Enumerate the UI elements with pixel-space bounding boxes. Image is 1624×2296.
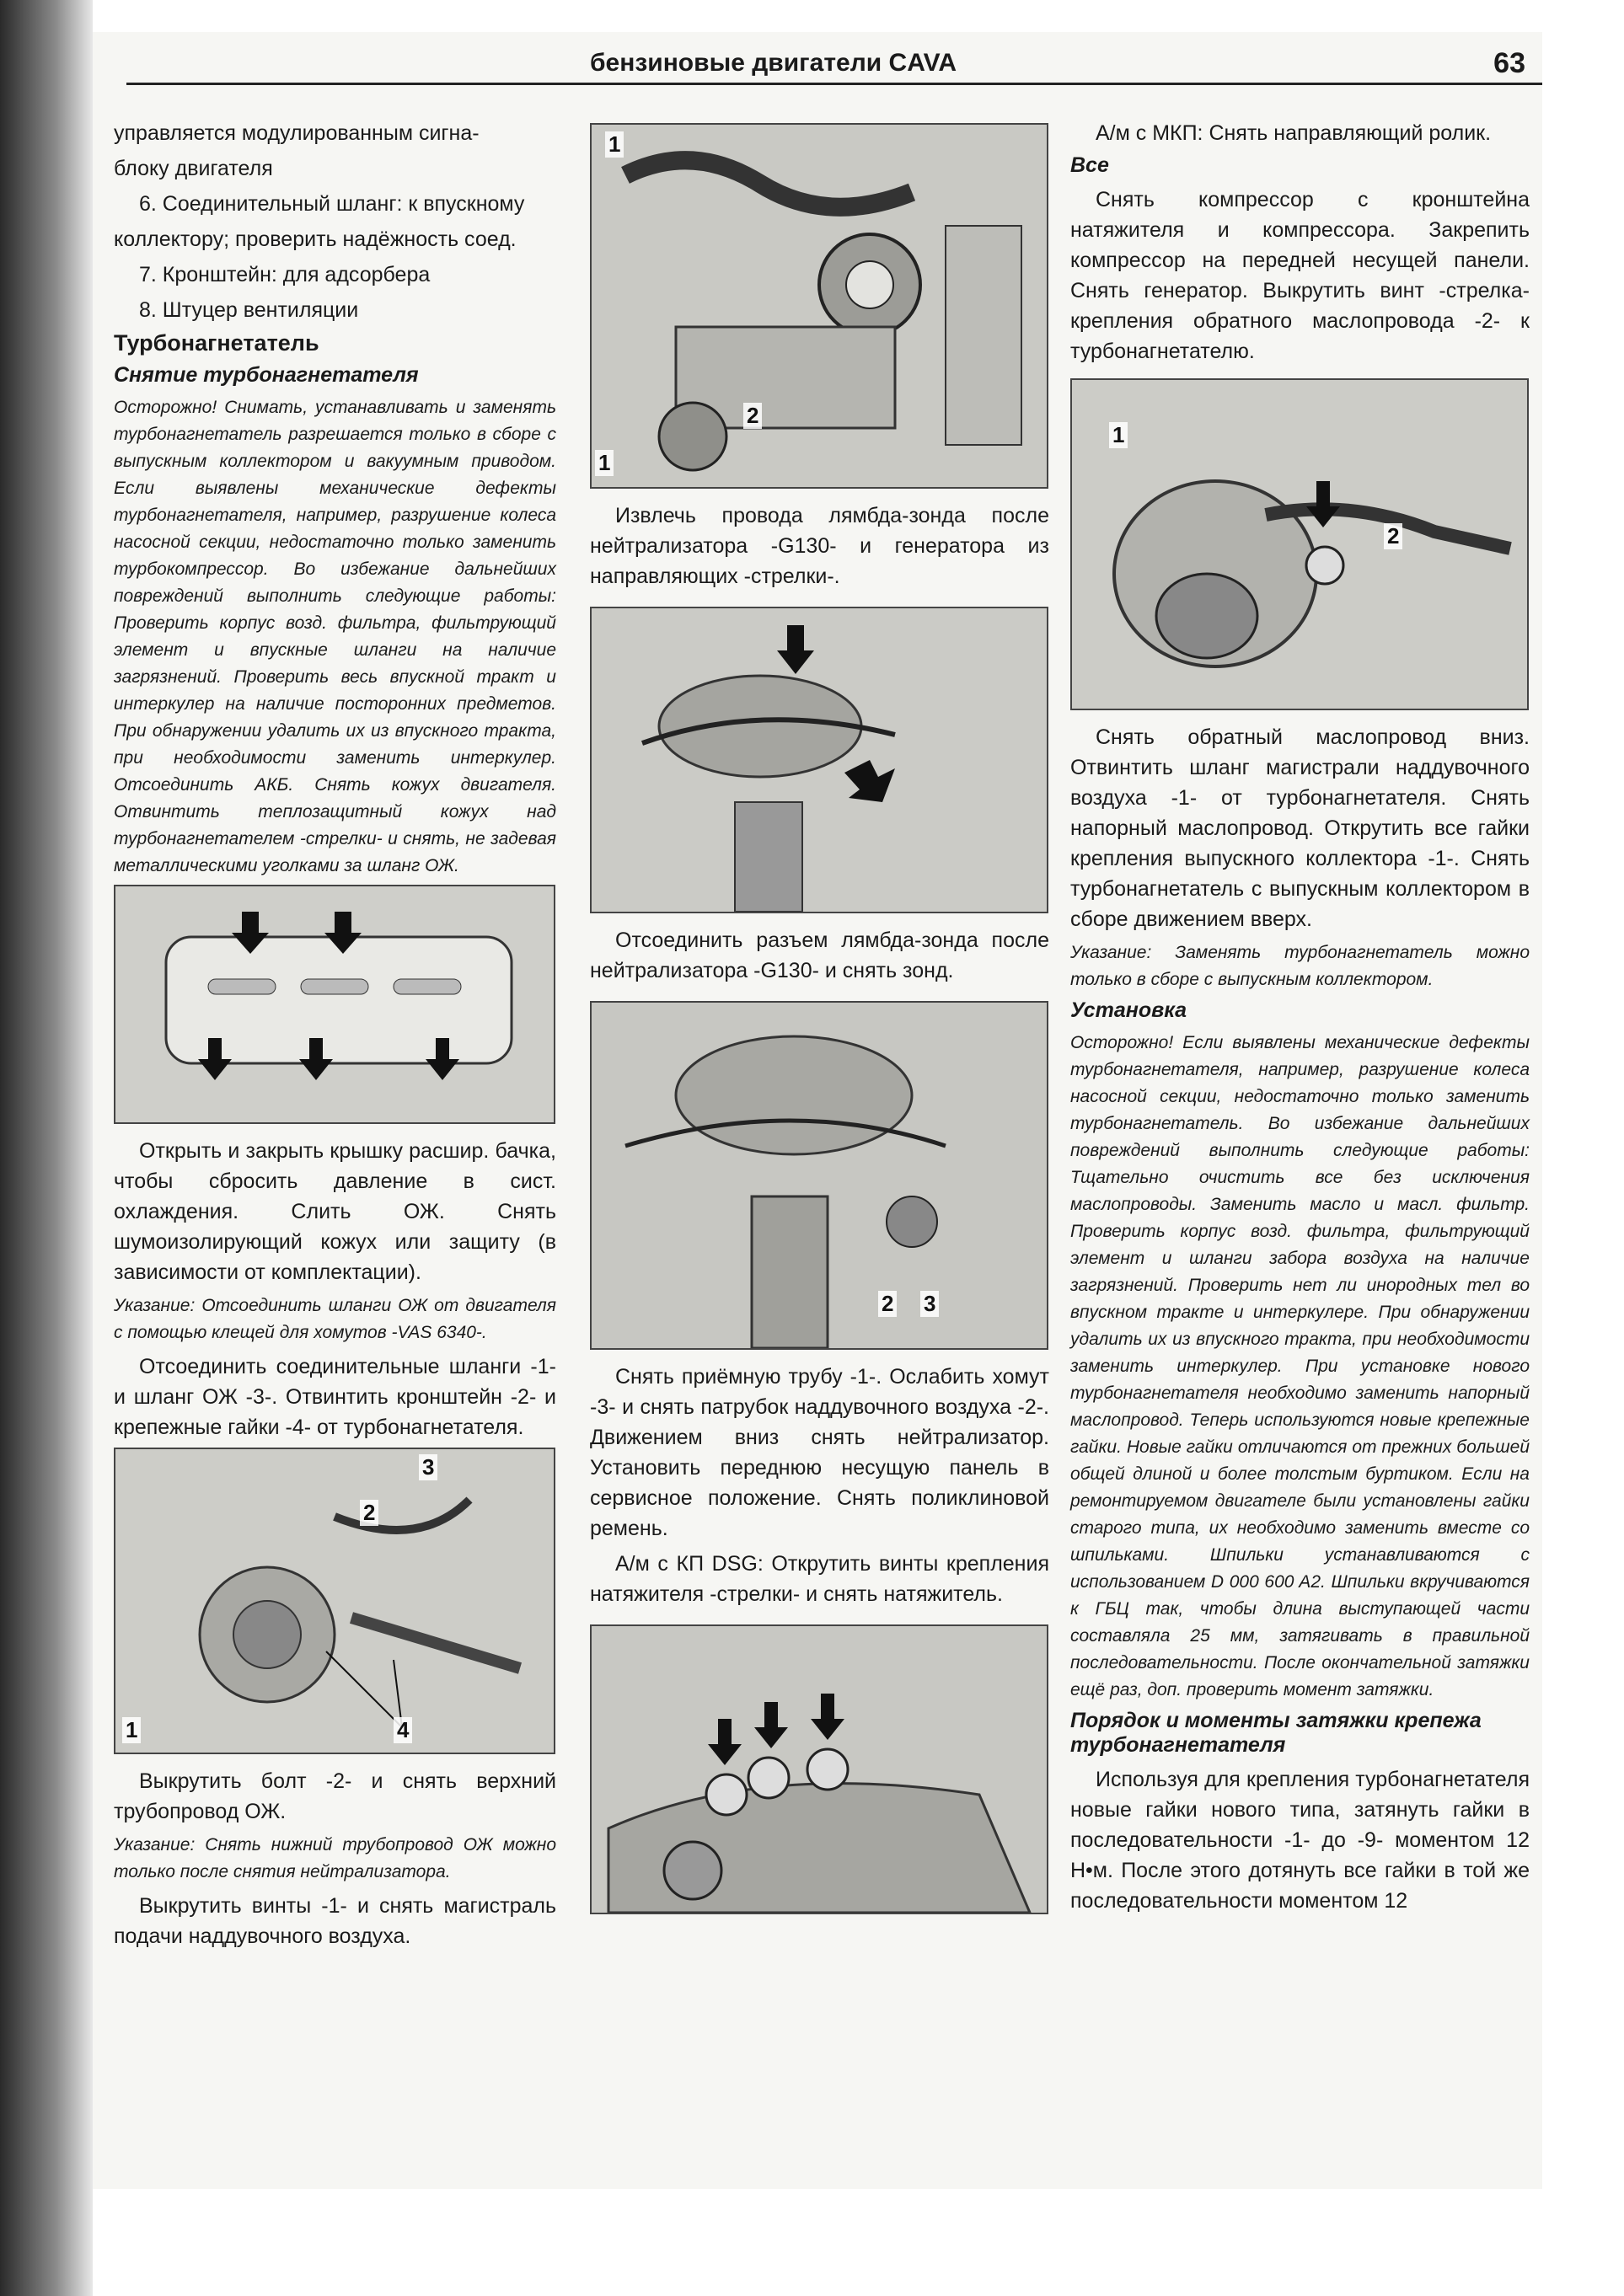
column-right	[1070, 118, 1530, 1921]
callout-label: 1	[1109, 422, 1128, 448]
subsection-heading: Установка	[1070, 998, 1187, 1022]
subsection-heading: Снятие турбонагнетателя	[114, 363, 419, 387]
paragraph: Выкрутить винты -1- и снять магистраль подачи наддувочного воздуха.	[114, 1894, 556, 1948]
paragraph: Выкрутить болт -2- и снять верхний трубопровод ОЖ.	[114, 1769, 556, 1823]
paragraph: Отсоединить соединительные шланги -1- и шланг ОЖ -3-. Отвинтить кронштейн -2- и крепежные гайки -4- от турбонагнетателя.	[114, 1355, 556, 1439]
paragraph: Снять компрессор с кронштейна натяжителя и компрессора. Закрепить компрессор на передней несущей панели. Снять генератор. Выкрутить винт -стрелка- крепления обратного маслопровода -2- к турбонагнетателю.	[1070, 188, 1530, 363]
callout-label: 2	[743, 403, 762, 429]
column-left	[114, 118, 556, 1956]
engine-bay-illustration	[592, 125, 1047, 487]
list-item: блоку двигателя	[114, 157, 273, 180]
paragraph: Используя для крепления турбонагнетателя новые гайки нового типа, затянуть гайки в последовательности -1- до -9- моментом 12 Н•м. После этого дотянуть все гайки в той же последовательности моментом 12	[1070, 1768, 1530, 1913]
list-item: 8. Штуцер вентиляции	[139, 298, 359, 322]
page-header	[93, 32, 1542, 86]
callout-label: 1	[605, 131, 624, 158]
callout-label: 4	[394, 1717, 412, 1743]
note-text: Указание: Снять нижний трубопровод ОЖ можно только после снятия нейтрализатора.	[114, 1835, 556, 1881]
list-item: коллектору; проверить надёжность соед.	[114, 227, 517, 251]
paragraph: Отсоединить разъем лямбда-зонда после нейтрализатора -G130- и снять зонд.	[590, 929, 1049, 982]
paragraph: Снять приёмную трубу -1-. Ослабить хомут -3- и снять патрубок наддувочного воздуха -2-. Движением вниз снять нейтрализатор. Установить переднюю несущую панель в сервисное положение. Снять поликлиновой ремень.	[590, 1365, 1049, 1540]
header-rule	[126, 83, 1542, 85]
paragraph: Извлечь провода лямбда-зонда после нейтрализатора -G130- и генератора из направляющих -стрелки-.	[590, 504, 1049, 588]
list-item: управляется модулированным сигна-	[114, 121, 480, 145]
callout-label: 1	[122, 1717, 141, 1743]
page-edge-shadow	[0, 0, 93, 2296]
running-title: бензиновые двигатели CAVA	[590, 49, 957, 77]
callout-label: 1	[595, 450, 614, 476]
figure-lambda-connector	[590, 607, 1048, 913]
paragraph: Снять обратный маслопровод вниз. Отвинтить шланг магистрали наддувочного воздуха -1- от турбонагнетателя. Снять напорный маслопровод. Открутить все гайки крепления выпускного коллектора -1-. Снять турбонагнетатель с выпускным коллектором в сборе движением вверх.	[1070, 725, 1530, 931]
callout-label: 2	[1384, 523, 1402, 549]
list-item: 6. Соединительный шланг: к впускному	[139, 192, 525, 216]
callout-label: 2	[360, 1500, 378, 1526]
page-number: 63	[1493, 47, 1525, 79]
warning-text: Осторожно! Снимать, устанавливать и заменять турбонагнетатель разрешается только в сборе с выпускным коллектором и вакуумным приводом. Если выявлены механические дефекты турбонагнетателя, например, разрушение колеса насосной секции, недостаточно только заменить турбокомпрессор. Во избежание дальнейших повреждений выполнить следующие работы: Проверить корпус возд. фильтра, фильтрующий элемент и впускные шланги на наличие загрязнений. Проверить весь впускной тракт и интеркулер на наличие посторонних предметов. При обнаружении удалить их из впускного тракта, при необходимости заменить интеркулер. Отсоединить АКБ. Снять кожух двигателя. Отвинтить теплозащитный кожух над турбонагнетателем -стрелки- и снять, не задевая металлическими уголками за шланг ОЖ.	[114, 398, 556, 875]
oil-return-line-illustration	[1072, 380, 1527, 709]
lambda-connector-illustration	[592, 608, 1047, 912]
figure-catalytic-converter	[590, 1001, 1048, 1350]
callout-label: 3	[419, 1454, 437, 1480]
coolant-lines-illustration	[115, 1449, 554, 1753]
figure-coolant-lines	[114, 1448, 555, 1754]
warning-text: Осторожно! Если выявлены механические дефекты турбонагнетателя, например, разрушение колеса насосной секции, недостаточно только заменить турбонагнетатель. Во избежание дальнейших повреждений выполнить следующие работы: Тщательно очистить все без исключения маслопроводы. Заменить масло и масл. фильтр. Проверить корпус возд. фильтра, фильтрующий элемент и шланги забора воздуха на наличие загрязнений. Проверить нет ли инородных тел во впускном тракте и интеркулере. При обнаружении удалить их из впускного тракта, при необходимости заменить интеркулер. При установке нового турбонагнетателя необходимо заменить напорный маслопровод. Теперь используются новые крепежные гайки. Новые гайки отличаются от прежних большей общей длиной и более толстым буртиком. Если на ремонтируемом двигателе были установлены гайки старого типа, их необходимо заменить вместе со шпильками. Шпильки устанавливаются с использованием D 000 600 A2. Шпильки вкручиваются к ГБЦ так, чтобы длина выступающей части составляла 25 мм, затягивать в правильной последовательности. После окончательной затяжки ещё раз, доп. проверить момент затяжки.	[1070, 1033, 1530, 1699]
heat-shield-illustration	[115, 886, 554, 1122]
figure-engine-bay	[590, 123, 1048, 489]
list-item: 7. Кронштейн: для адсорбера	[139, 263, 431, 286]
figure-heat-shield	[114, 885, 555, 1124]
subsection-heading: Все	[1070, 153, 1109, 177]
figure-tensioner	[590, 1624, 1048, 1914]
column-middle	[590, 118, 1049, 1926]
paragraph: А/м с МКП: Снять направляющий ролик.	[1096, 121, 1492, 145]
paragraph: А/м с КП DSG: Открутить винты крепления натяжителя -стрелки- и снять натяжитель.	[590, 1552, 1049, 1606]
figure-oil-return-line	[1070, 378, 1529, 710]
subsection-heading: Порядок и моменты затяжки крепежа турбонагнетателя	[1070, 1709, 1482, 1757]
section-heading: Турбонагнетатель	[114, 330, 319, 356]
tensioner-illustration	[592, 1626, 1047, 1913]
note-text: Указание: Заменять турбонагнетатель можно только в сборе с выпускным коллектором.	[1070, 943, 1530, 989]
catalytic-converter-illustration	[592, 1003, 1047, 1348]
note-text: Указание: Отсоединить шланги ОЖ от двигателя с помощью клещей для хомутов -VAS 6340-.	[114, 1296, 556, 1342]
callout-label: 2	[878, 1291, 897, 1317]
callout-label: 3	[920, 1291, 939, 1317]
paragraph: Открыть и закрыть крышку расшир. бачка, чтобы сбросить давление в сист. охлаждения. Слить ОЖ. Снять шумоизолирующий кожух или защиту (в зависимости от комплектации).	[114, 1139, 556, 1284]
